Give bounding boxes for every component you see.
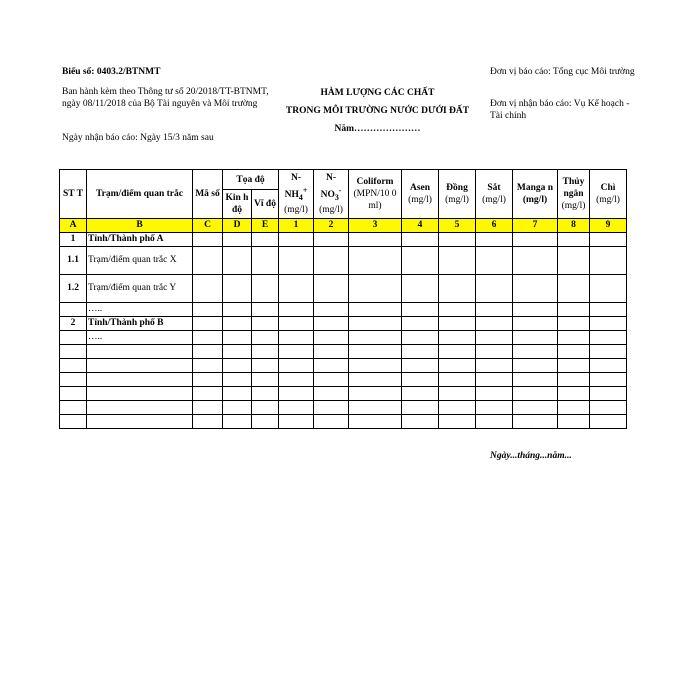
data-cell[interactable]	[252, 415, 279, 429]
data-cell[interactable]	[476, 387, 513, 401]
data-cell[interactable]	[513, 331, 558, 345]
data-cell[interactable]	[590, 233, 627, 247]
row-label	[87, 415, 193, 429]
data-cell[interactable]	[223, 275, 252, 303]
data-cell[interactable]	[476, 373, 513, 387]
row-stt	[60, 345, 87, 359]
column-letter: 8	[558, 219, 590, 233]
data-cell[interactable]	[279, 233, 314, 247]
table-row	[60, 345, 627, 359]
table-row	[60, 233, 627, 247]
data-cell[interactable]	[558, 303, 590, 317]
column-letter: C	[193, 219, 223, 233]
row-stt	[60, 387, 87, 401]
data-cell[interactable]	[223, 387, 252, 401]
data-cell[interactable]	[349, 345, 402, 359]
data-cell[interactable]	[476, 345, 513, 359]
data-cell[interactable]	[252, 387, 279, 401]
data-cell[interactable]	[402, 233, 439, 247]
title-line-2: TRONG MÔI TRƯỜNG NƯỚC DƯỚI ĐẤT	[285, 106, 470, 116]
data-cell[interactable]	[402, 401, 439, 415]
data-cell[interactable]	[279, 373, 314, 387]
data-cell[interactable]	[223, 345, 252, 359]
data-cell[interactable]	[402, 317, 439, 331]
row-stt	[60, 401, 87, 415]
column-letter: D	[223, 219, 252, 233]
col-iron-header: Sắt (mg/l)	[476, 170, 513, 219]
data-cell[interactable]	[252, 317, 279, 331]
data-cell[interactable]	[193, 233, 223, 247]
data-cell[interactable]	[279, 317, 314, 331]
column-letter: E	[252, 219, 279, 233]
col-lead-header: Chì (mg/l)	[590, 170, 627, 219]
form-code: Biểu số: 0403.2/BTNMT	[62, 67, 161, 77]
data-cell[interactable]	[223, 303, 252, 317]
data-cell[interactable]	[279, 303, 314, 317]
data-cell[interactable]	[279, 359, 314, 373]
data-cell[interactable]	[223, 233, 252, 247]
data-cell[interactable]	[279, 345, 314, 359]
data-cell[interactable]	[402, 373, 439, 387]
title-line-1: HÀM LƯỢNG CÁC CHẤT	[320, 88, 435, 98]
data-cell[interactable]	[314, 275, 349, 303]
data-cell[interactable]	[439, 233, 476, 247]
year-line: Năm…………………	[334, 124, 421, 134]
data-cell[interactable]	[513, 373, 558, 387]
nh4-top: N-	[290, 173, 302, 184]
col-no3-header	[314, 170, 349, 219]
col-coords-header: Tọa độ	[223, 170, 279, 190]
data-cell[interactable]	[314, 233, 349, 247]
data-cell[interactable]	[279, 331, 314, 345]
data-cell[interactable]	[402, 387, 439, 401]
data-cell[interactable]	[402, 247, 439, 275]
data-cell[interactable]	[349, 247, 402, 275]
data-cell[interactable]	[252, 303, 279, 317]
data-cell[interactable]	[349, 387, 402, 401]
data-table	[59, 169, 627, 429]
row-stt	[60, 303, 87, 317]
no3-top: N-	[325, 173, 337, 184]
nh4-formula: $NH_4^+$	[284, 185, 308, 202]
data-cell[interactable]	[252, 401, 279, 415]
data-cell[interactable]	[476, 233, 513, 247]
row-stt	[60, 331, 87, 345]
data-cell[interactable]	[223, 247, 252, 275]
data-cell[interactable]	[349, 233, 402, 247]
data-cell[interactable]	[223, 359, 252, 373]
row-label	[87, 359, 193, 373]
data-cell[interactable]	[314, 373, 349, 387]
data-cell[interactable]	[252, 233, 279, 247]
data-cell[interactable]	[349, 303, 402, 317]
row-label: Tỉnh/Thành phố A	[87, 233, 193, 247]
data-cell[interactable]	[193, 303, 223, 317]
data-cell[interactable]	[558, 317, 590, 331]
coliform-unit: (MPN/10 0 ml)	[353, 189, 397, 211]
data-cell[interactable]	[279, 247, 314, 275]
data-cell[interactable]	[439, 373, 476, 387]
data-cell[interactable]	[558, 247, 590, 275]
row-stt: 1.1	[60, 247, 87, 275]
col-code-header: Mã số	[193, 170, 223, 219]
data-cell[interactable]	[439, 317, 476, 331]
table-row	[60, 401, 627, 415]
column-letter: B	[87, 219, 193, 233]
data-cell[interactable]	[590, 345, 627, 359]
row-label	[87, 401, 193, 415]
col-nh4-header	[279, 170, 314, 219]
data-cell[interactable]	[402, 415, 439, 429]
data-cell[interactable]	[349, 331, 402, 345]
data-cell[interactable]	[223, 373, 252, 387]
data-cell[interactable]	[476, 401, 513, 415]
row-stt: 1	[60, 233, 87, 247]
row-label: Tỉnh/Thành phố B	[87, 317, 193, 331]
table-row	[60, 303, 627, 317]
data-cell[interactable]	[476, 359, 513, 373]
data-cell[interactable]	[558, 373, 590, 387]
col-copper-header: Đồng (mg/l)	[439, 170, 476, 219]
data-cell[interactable]	[476, 317, 513, 331]
no3-unit: (mg/l)	[319, 204, 343, 215]
data-cell[interactable]	[513, 233, 558, 247]
row-label: Trạm/điểm quan trắc X	[87, 247, 193, 275]
row-stt: 1.2	[60, 275, 87, 303]
receive-unit-text: Đơn vị nhận báo cáo: Vụ Kế hoạch - Tài chính	[490, 99, 630, 121]
data-cell[interactable]	[590, 359, 627, 373]
data-cell[interactable]	[476, 331, 513, 345]
data-cell[interactable]	[513, 345, 558, 359]
row-label	[87, 373, 193, 387]
table-row	[60, 373, 627, 387]
data-cell[interactable]	[193, 415, 223, 429]
data-cell[interactable]	[590, 303, 627, 317]
row-stt: 2	[60, 317, 87, 331]
data-cell[interactable]	[439, 303, 476, 317]
data-cell[interactable]	[193, 387, 223, 401]
data-cell[interactable]	[558, 275, 590, 303]
data-cell[interactable]	[223, 415, 252, 429]
data-cell[interactable]	[279, 415, 314, 429]
data-cell[interactable]	[476, 303, 513, 317]
data-cell[interactable]	[252, 275, 279, 303]
data-cell[interactable]	[349, 317, 402, 331]
data-cell[interactable]	[439, 345, 476, 359]
data-cell[interactable]	[439, 401, 476, 415]
no3-formula: $NO_3^-$	[320, 185, 342, 202]
data-cell[interactable]	[314, 331, 349, 345]
data-cell[interactable]	[439, 275, 476, 303]
data-cell[interactable]	[193, 247, 223, 275]
data-cell[interactable]	[558, 415, 590, 429]
data-cell[interactable]	[590, 275, 627, 303]
data-cell[interactable]	[279, 275, 314, 303]
row-label: Trạm/điểm quan trắc Y	[87, 275, 193, 303]
col-arsenic-header: Asen (mg/l)	[402, 170, 439, 219]
col-coliform-header	[349, 170, 402, 219]
data-cell[interactable]	[439, 331, 476, 345]
table-row	[60, 415, 627, 429]
data-cell[interactable]	[513, 247, 558, 275]
data-cell[interactable]	[476, 247, 513, 275]
col-station-header: Trạm/điểm quan trắc	[87, 170, 193, 219]
column-letter: 9	[590, 219, 627, 233]
data-cell[interactable]	[513, 317, 558, 331]
data-cell[interactable]	[402, 303, 439, 317]
row-stt	[60, 415, 87, 429]
data-cell[interactable]	[402, 359, 439, 373]
data-cell[interactable]	[402, 345, 439, 359]
data-cell[interactable]	[223, 317, 252, 331]
data-cell[interactable]	[590, 331, 627, 345]
receive-date-text: Ngày nhận báo cáo: Ngày 15/3 năm sau	[62, 133, 214, 143]
coliform-name: Coliform	[356, 177, 394, 187]
data-cell[interactable]	[402, 275, 439, 303]
row-label: …..	[87, 331, 193, 345]
data-cell[interactable]	[558, 387, 590, 401]
data-cell[interactable]	[252, 345, 279, 359]
data-cell[interactable]	[439, 415, 476, 429]
data-cell[interactable]	[558, 345, 590, 359]
data-cell[interactable]	[590, 387, 627, 401]
data-cell[interactable]	[439, 359, 476, 373]
data-cell[interactable]	[223, 331, 252, 345]
data-cell[interactable]	[314, 415, 349, 429]
table-row	[60, 331, 627, 345]
data-cell[interactable]	[252, 247, 279, 275]
data-cell[interactable]	[314, 303, 349, 317]
header-row-1	[60, 170, 627, 190]
col-stt-header: ST T	[60, 170, 87, 219]
table-row	[60, 247, 627, 275]
issued-by-text: Ban hành kèm theo Thông tư số 20/2018/TT-BTNMT, ngày 08/11/2018 của Bộ Tài nguyên và Môi trường	[62, 87, 269, 109]
sign-date: Ngày...tháng...năm...	[490, 451, 572, 461]
data-cell[interactable]	[223, 401, 252, 415]
column-letter: 5	[439, 219, 476, 233]
data-cell[interactable]	[193, 359, 223, 373]
row-stt	[60, 373, 87, 387]
column-letter: 3	[349, 219, 402, 233]
data-cell[interactable]	[193, 275, 223, 303]
column-letter: 1	[279, 219, 314, 233]
data-cell[interactable]	[439, 387, 476, 401]
data-cell[interactable]	[513, 359, 558, 373]
data-cell[interactable]	[314, 359, 349, 373]
data-cell[interactable]	[513, 387, 558, 401]
data-cell[interactable]	[193, 401, 223, 415]
data-cell[interactable]	[193, 317, 223, 331]
data-cell[interactable]	[590, 317, 627, 331]
data-cell[interactable]	[314, 401, 349, 415]
data-cell[interactable]	[314, 345, 349, 359]
row-label	[87, 387, 193, 401]
data-cell[interactable]	[558, 233, 590, 247]
data-cell[interactable]	[349, 359, 402, 373]
table-row	[60, 387, 627, 401]
table-row	[60, 317, 627, 331]
data-cell[interactable]	[314, 317, 349, 331]
data-cell[interactable]	[193, 345, 223, 359]
column-letter: 2	[314, 219, 349, 233]
data-cell[interactable]	[314, 247, 349, 275]
data-cell[interactable]	[349, 275, 402, 303]
data-cell[interactable]	[558, 331, 590, 345]
data-cell[interactable]	[513, 401, 558, 415]
column-letter: 4	[402, 219, 439, 233]
row-stt	[60, 359, 87, 373]
data-cell[interactable]	[590, 247, 627, 275]
data-cell[interactable]	[402, 331, 439, 345]
data-cell[interactable]	[513, 275, 558, 303]
col-manganese-header: Manga n (mg/l)	[513, 170, 558, 219]
table-row	[60, 359, 627, 373]
data-cell[interactable]	[252, 359, 279, 373]
data-cell[interactable]	[476, 415, 513, 429]
column-letter: A	[60, 219, 87, 233]
column-letter: 7	[513, 219, 558, 233]
data-cell[interactable]	[476, 275, 513, 303]
data-cell[interactable]	[193, 373, 223, 387]
data-cell[interactable]	[349, 401, 402, 415]
data-cell[interactable]	[193, 331, 223, 345]
col-longitude-header: Kin h độ	[223, 190, 252, 219]
data-cell[interactable]	[279, 401, 314, 415]
data-cell[interactable]	[252, 373, 279, 387]
report-unit-text: Đơn vị báo cáo: Tổng cục Môi trường	[490, 67, 635, 77]
data-cell[interactable]	[558, 359, 590, 373]
data-cell[interactable]	[513, 303, 558, 317]
row-label	[87, 345, 193, 359]
data-cell[interactable]	[558, 401, 590, 415]
column-letter: 6	[476, 219, 513, 233]
data-cell[interactable]	[279, 387, 314, 401]
data-cell[interactable]	[252, 331, 279, 345]
table-row	[60, 275, 627, 303]
col-mercury-header: Thủy ngân (mg/l)	[558, 170, 590, 219]
data-cell[interactable]	[349, 373, 402, 387]
data-cell[interactable]	[314, 387, 349, 401]
column-letters-row	[60, 219, 627, 233]
nh4-unit: (mg/l)	[284, 204, 308, 215]
col-latitude-header: Vĩ độ	[252, 190, 279, 219]
data-cell[interactable]	[590, 373, 627, 387]
data-cell[interactable]	[349, 415, 402, 429]
row-label: …..	[87, 303, 193, 317]
data-cell[interactable]	[439, 247, 476, 275]
data-cell[interactable]	[513, 415, 558, 429]
data-cell[interactable]	[590, 415, 627, 429]
title-block	[270, 84, 485, 138]
data-cell[interactable]	[590, 401, 627, 415]
